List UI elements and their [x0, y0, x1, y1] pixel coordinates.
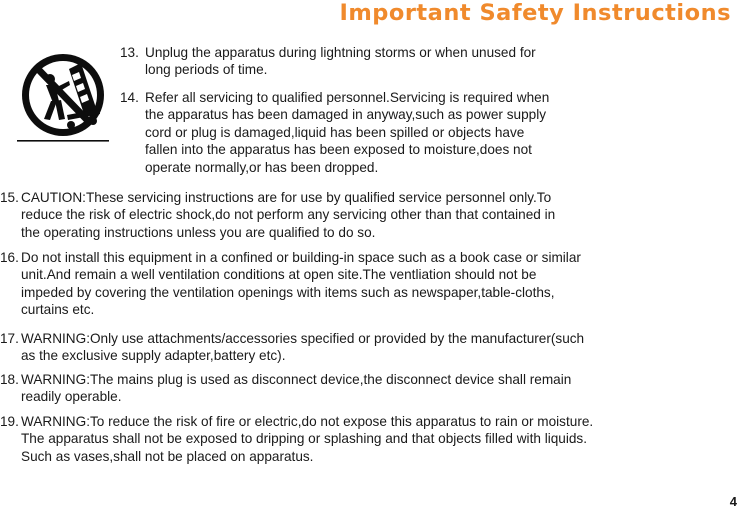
item-number: 16. — [0, 250, 19, 265]
list-item — [120, 44, 640, 79]
list-item — [0, 371, 740, 406]
item-line: WARNING:Only use attachments/accessories specified or provided by the manufacturer(such — [21, 331, 585, 346]
item-line: as the exclusive supply adapter,battery etc). — [21, 348, 286, 364]
item-line: WARNING:To reduce the risk of fire or electric,do not expose this apparatus to rain or moisture. — [21, 414, 594, 429]
item-line: Such as vases,shall not be placed on apparatus. — [21, 448, 314, 464]
item-line: Refer all servicing to qualified personnel.Servicing is required when — [145, 90, 550, 105]
item-number: 15. — [0, 190, 19, 205]
list-item — [0, 249, 740, 319]
list-item — [0, 189, 740, 241]
item-line: CAUTION:These servicing instructions are for use by qualified service personnel only.To — [21, 190, 552, 205]
item-line: fallen into the apparatus has been exposed to moisture,does not — [145, 142, 532, 158]
item-line: reduce the risk of electric shock,do not perform any servicing other than that contained in — [21, 207, 556, 223]
cart-tip-over-warning-icon — [17, 45, 109, 145]
item-line: the operating instructions unless you are qualified to do so. — [21, 224, 376, 240]
item-line: curtains etc. — [21, 302, 95, 318]
item-line: unit.And remain a well ventilation conditions at open site.The ventliation should not be — [21, 267, 537, 283]
list-item — [0, 413, 740, 465]
item-line: cord or plug is damaged,liquid has been spilled or objects have — [145, 124, 525, 140]
item-line: the apparatus has been damaged in anyway,such as power supply — [145, 107, 547, 123]
item-line: The apparatus shall not be exposed to dripping or splashing and that objects filled with liquids. — [21, 431, 588, 447]
list-item — [0, 330, 740, 365]
item-number: 14. — [120, 90, 139, 105]
item-number: 18. — [0, 372, 19, 387]
item-line: WARNING:The mains plug is used as disconnect device,the disconnect device shall remain — [21, 372, 572, 387]
item-line: Unplug the apparatus during lightning storms or when unused for — [145, 45, 536, 60]
item-line: impeded by covering the ventilation openings with items such as newspaper,table-cloths, — [21, 284, 555, 300]
list-item — [120, 89, 640, 176]
item-line: readily operable. — [21, 389, 122, 405]
item-line: long periods of time. — [145, 62, 268, 78]
item-number: 13. — [120, 45, 139, 60]
page-number: 4 — [729, 494, 737, 509]
item-number: 19. — [0, 414, 19, 429]
item-line: Do not install this equipment in a confined or building-in space such as a book case or similar — [21, 250, 581, 265]
page-title: Important Safety Instructions — [339, 0, 731, 26]
item-line: operate normally,or has been dropped. — [145, 159, 379, 175]
item-number: 17. — [0, 331, 19, 346]
